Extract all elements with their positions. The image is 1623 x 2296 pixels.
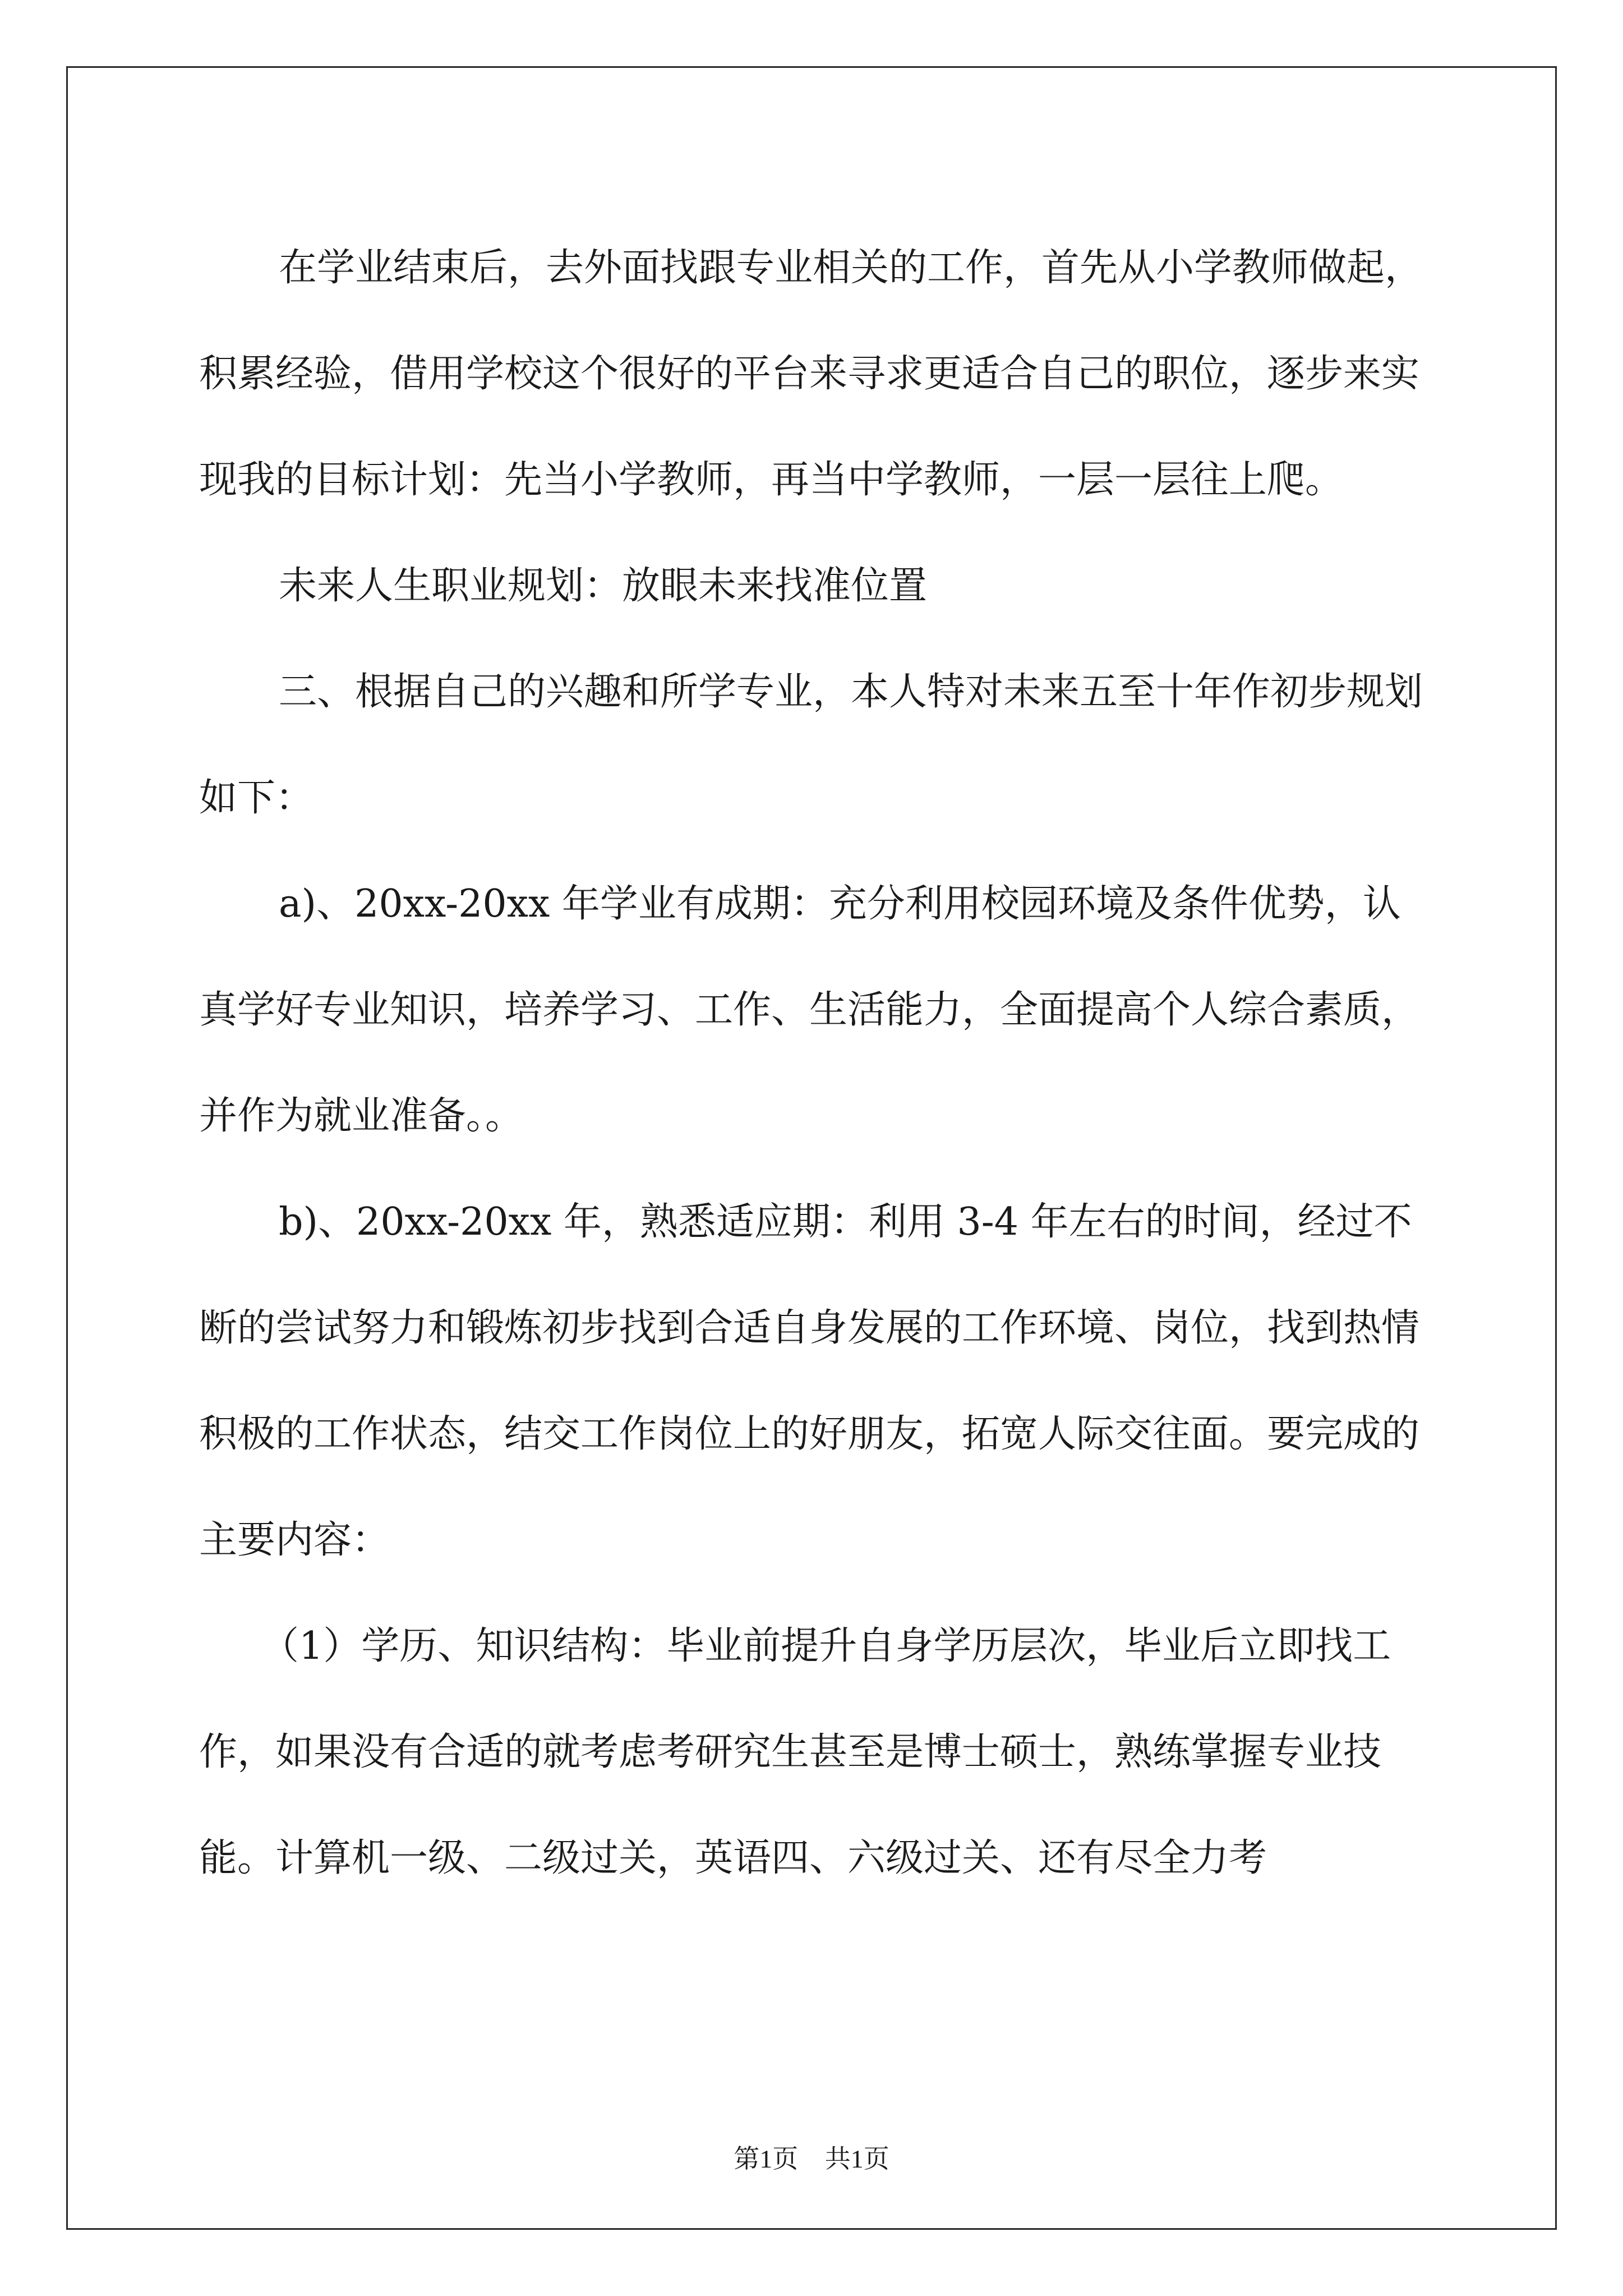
paragraph-stage-b: b)、20xx-20xx 年，熟悉适应期：利用 3-4 年左右的时间，经过不断的尝试努力和锻炼初步找到合适自身发展的工作环境、岗位，找到热情积极的工作状态，结交工作岗位上的好朋友，拓宽人际交往面。要完成的主要内容：: [199, 1200, 1420, 1562]
paragraph-career-start: 在学业结束后，去外面找跟专业相关的工作，首先从小学教师做起，积累经验，借用学校这个很好的平台来寻求更适合自己的职位，逐步来实现我的目标计划：先当小学教师，再当中学教师，一层一层往上爬。: [199, 246, 1423, 502]
paragraph-plan-intro: 三、根据自己的兴趣和所学专业，本人特对未来五至十年作初步规划如下：: [199, 670, 1423, 820]
page-total: 共1页: [824, 2145, 889, 2173]
page-footer: [0, 2138, 1623, 2175]
document-body: [199, 215, 1438, 1911]
paragraph-stage-a: a)、20xx-20xx 年学业有成期：充分利用校园环境及条件优势，认真学好专业知识，培养学习、工作、生活能力，全面提高个人综合素质，并作为就业准备。。: [199, 882, 1420, 1138]
page-number: 第1页: [734, 2145, 799, 2173]
paragraph-item-1: （1）学历、知识结构：毕业前提升自身学历层次，毕业后立即找工作，如果没有合适的就考虑考研究生甚至是博士硕士，熟练掌握专业技能。计算机一级、二级过关，英语四、六级过关、还有尽全力考: [199, 1624, 1391, 1880]
paragraph-future-heading: 未来人生职业规划：放眼未来找准位置: [279, 564, 928, 608]
